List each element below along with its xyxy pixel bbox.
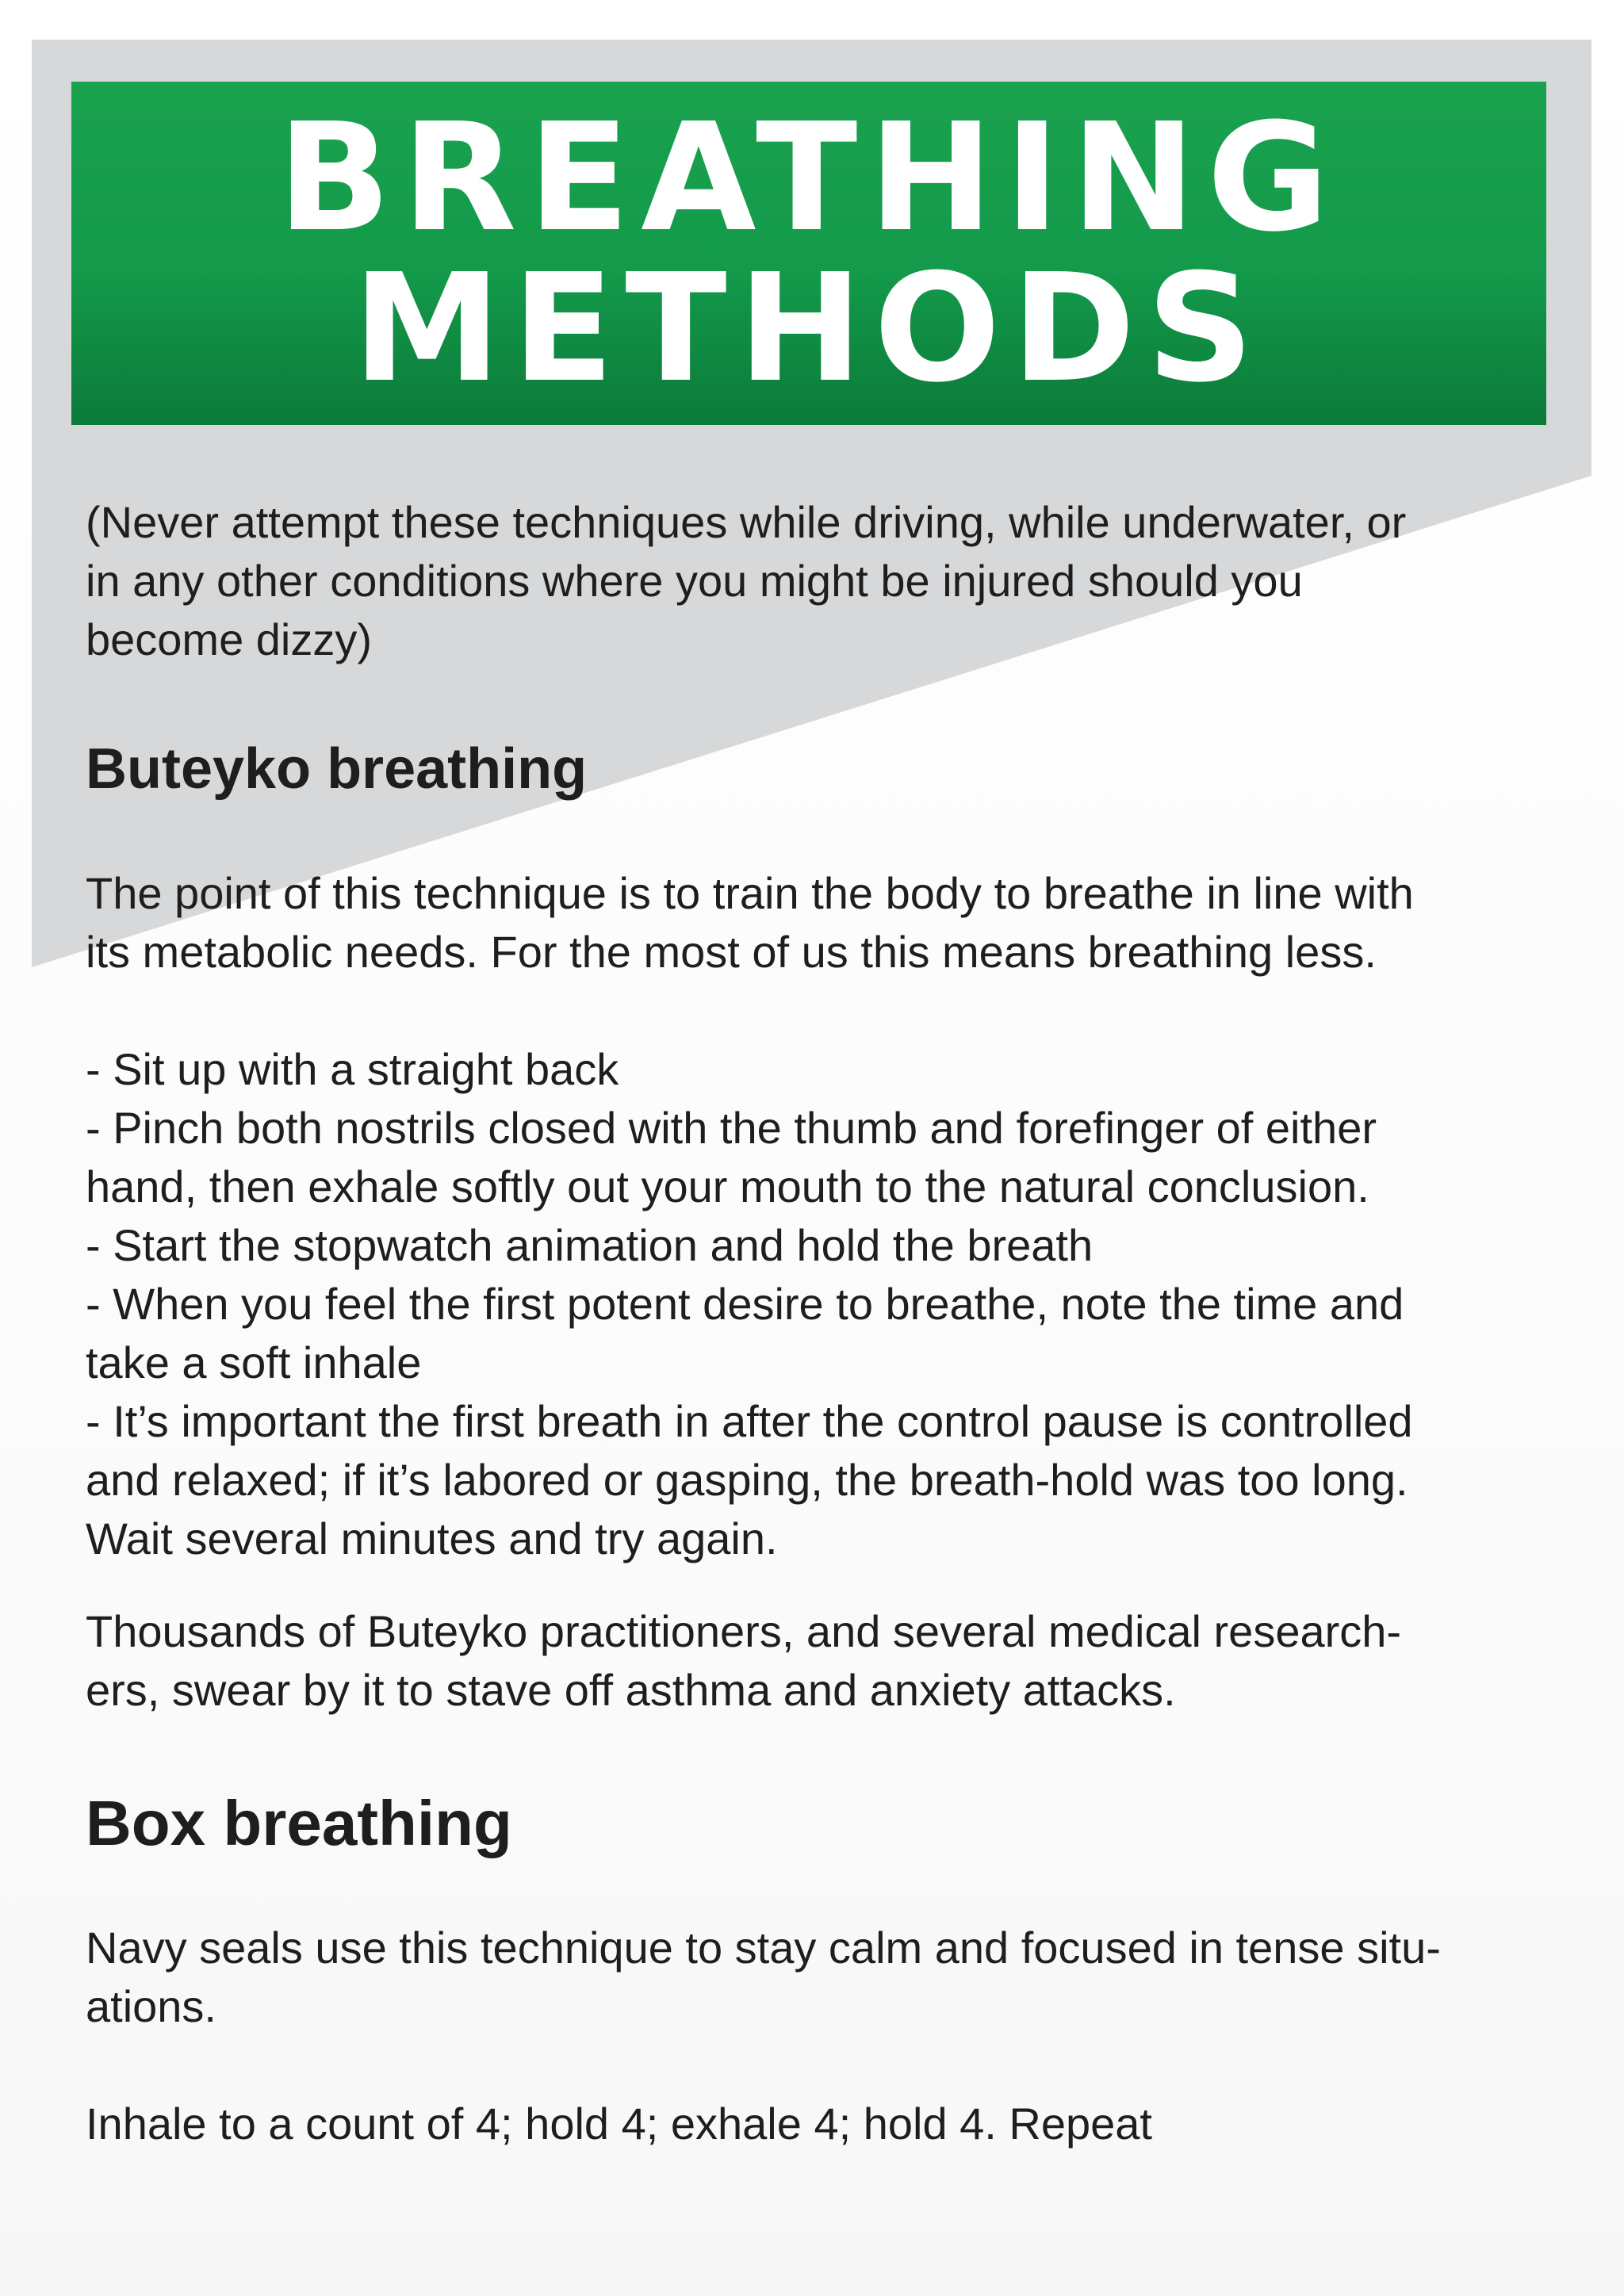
buteyko-intro: The point of this technique is to train the body to breathe in line with its metabolic needs. For the most of us this means breathing less. (86, 868, 1414, 977)
buteyko-steps: - Sit up with a straight back - Pinch both nostrils closed with the thumb and forefinger of either hand, then exhale softly out your mouth to the natural conclusion. - Start the stopwatch animation and hold the breath - When you feel the first potent desire to breathe, note the time and take a soft inhale - It’s important the first breath in after the control pause is controlled and relaxed; if it’s labored or gasping, the breath-hold was too long. Wait several minutes and try again. (86, 1044, 1413, 1563)
safety-warning: (Never attempt these techniques while driving, while underwater, or in any other conditions where you might be injured should you become dizzy) (86, 497, 1407, 664)
box-breathing-intro: Navy seals use this technique to stay calm and focused in tense situ- ations. (86, 1923, 1441, 2031)
box-breathing-heading: Box breathing (86, 1788, 512, 1858)
title-line-2: METHODS (352, 241, 1266, 415)
box-breathing-instruction: Inhale to a count of 4; hold 4; exhale 4; hold 4. Repeat (86, 2099, 1152, 2149)
title-line-1: BREATHING (277, 90, 1341, 265)
buteyko-heading: Buteyko breathing (86, 737, 588, 801)
title-banner (71, 82, 1546, 425)
buteyko-note: Thousands of Buteyko practitioners, and several medical research- ers, swear by it to stave off asthma and anxiety attacks. (86, 1606, 1402, 1715)
